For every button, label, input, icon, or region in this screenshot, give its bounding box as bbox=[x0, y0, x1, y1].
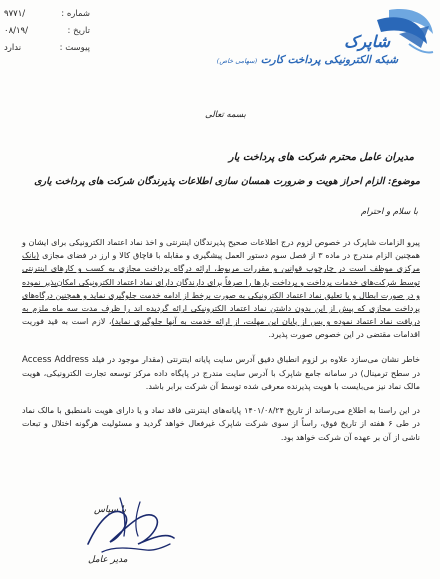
meta-attachment-value: ندارد bbox=[4, 43, 22, 53]
paragraph-1-intro: پیرو الزامات شاپرک در خصوص لزوم درج اطلاعات صحیح پذیرندگان اینترنتی و اخذ نماد اعتماد الکترونیکی برای ایشان و همچنین الزام مندرج در ماده ۳ از فصل سوم دستور العمل پیشگیری و مقابله با قاچاق کالا و ارز در فضای مجازی bbox=[22, 238, 420, 261]
letter-metadata bbox=[4, 6, 90, 57]
paragraph-1-quoted-regulation: (بانک مرکزی موظف است در چارچوب قوانین و مقررات مربوط، ارائه درگاه پرداخت مجازی به کسب و کارهای اینترنتی توسط شرکت‌های خدمات پرداخت و پرداخت یارها را صرفاً برای دارندگان دارای نماد اعتماد الکترونیکی امکان‌پذیر نموده و در صورت ابطال و یا تعلیق نماد اعتماد الکترونیکی به صورت برخط از ادامه خدمت جلوگیری نماید و همچنین درگاه‌های پرداخت مجازی که پیش از این بدون داشتن نماد اعتماد الکترونیکی ارائه گردیده اند را ظرف مدت سه ماه ملزم به دریافت نماد اعتماد نموده و پس از پایان این مهلت، از ارائه خدمت به آنها جلوگیری نماید) bbox=[22, 251, 420, 327]
letter-body bbox=[22, 236, 420, 455]
signature-title: مدیر عامل bbox=[88, 555, 128, 565]
shaparak-logo bbox=[216, 4, 434, 80]
paragraph-2-intro: خاطر نشان می‌سازد علاوه بر لزوم انطباق دقیق آدرس سایت پایانه اینترنتی (مقدار موجود در فیلد bbox=[91, 354, 421, 364]
body-paragraph-3: در این راستا به اطلاع می‌رساند از تاریخ ۱۴۰۱/۰۸/۲۴ پایانه‌های اینترنتی فاقد نماد و یا دارای هویت نامنطبق با مالک نماد در طی ۶ هفته از تاریخ فوق، راساً از سوی شرکت شاپرک غیرفعال خواهد گردید و مسئولیت هرگونه اختلال و تبعات ناشی از آن بر عهده آن شرکت خواهد بود. bbox=[22, 406, 420, 442]
meta-date-value: ۰۸/۱۹/ bbox=[4, 26, 28, 36]
paragraph-2-rest: در سطح ترمینال) در سامانه جامع شاپرک با آدرس سایت مندرج در پایگاه داده مرکز توسعه تجارت الکترونیکی، هویت مالک نماد نیز می‌بایست با هویت پذیرنده معرفی شده توسط آن شرکت برابر باشد. bbox=[22, 368, 420, 392]
meta-number bbox=[4, 6, 90, 23]
subject-label: موضوع: bbox=[387, 176, 420, 187]
subject-text: الزام احراز هویت و ضرورت همسان سازی اطلاعات پذیرندگان شرکت های پرداخت یاری bbox=[34, 176, 385, 187]
letter-subject bbox=[34, 176, 420, 187]
meta-attachment bbox=[4, 40, 90, 57]
meta-number-label: شماره : bbox=[61, 9, 90, 19]
logo-brand-text: شاپرک bbox=[344, 32, 390, 51]
logo-subtitle-note: (سهامی خاص) bbox=[216, 57, 258, 65]
bismillah-heading: بسمه تعالی bbox=[205, 110, 246, 120]
shaparak-emblem-icon bbox=[239, 4, 434, 80]
letter-greeting: با سلام و احترام bbox=[360, 207, 418, 217]
meta-number-value: ۹۷۷۱/ bbox=[4, 9, 26, 19]
body-paragraph-2 bbox=[22, 353, 420, 394]
meta-date bbox=[4, 23, 90, 40]
meta-date-label: تاریخ : bbox=[67, 26, 90, 36]
logo-subtitle bbox=[217, 54, 398, 66]
body-paragraph-1 bbox=[22, 236, 420, 342]
signature-regards: با سپاس bbox=[94, 505, 127, 515]
meta-attachment-label: پیوست : bbox=[59, 43, 90, 53]
paragraph-1-closing: ، لازم است به قید فوریت اقدامات مقتضی در این خصوص صورت پذیرد. bbox=[22, 317, 420, 340]
letter-addressee: مدیران عامل محترم شرکت های پرداخت یار bbox=[228, 152, 414, 163]
logo-subtitle-main: شبکه الکترونیکی پرداخت کارت bbox=[260, 54, 398, 66]
access-address-field-name: Access Address bbox=[22, 354, 89, 365]
